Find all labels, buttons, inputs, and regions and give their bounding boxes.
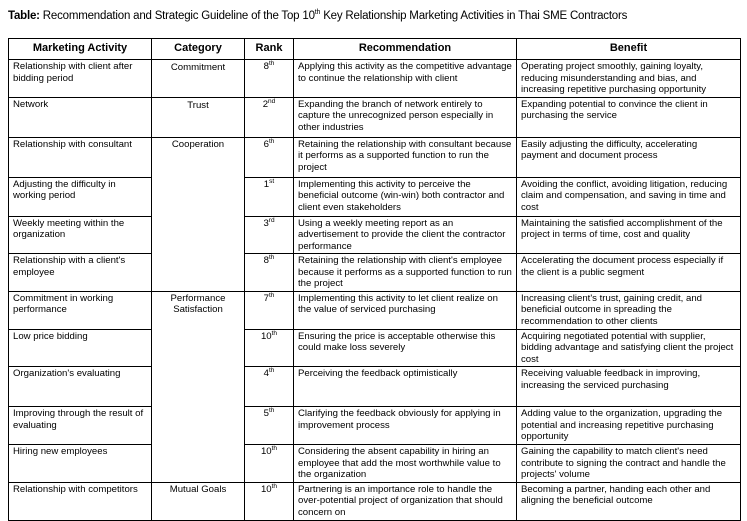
benefit-cell: Avoiding the conflict, avoiding litigation, reducing claim and compensation, and saving in time and cost xyxy=(517,177,741,216)
header-benefit: Benefit xyxy=(517,39,741,60)
benefit-cell: Expanding potential to convince the client in purchasing the service xyxy=(517,97,741,137)
header-recommendation: Recommendation xyxy=(294,39,517,60)
table-row xyxy=(9,367,741,407)
recommendation-cell: Partnering is an importance role to handle the over-potential project of organization that should concern on xyxy=(294,482,517,520)
category-cell-mutual-goals: Mutual Goals xyxy=(152,482,245,520)
activity-cell: Adjusting the difficulty in working period xyxy=(9,177,152,216)
table-caption xyxy=(8,10,627,22)
caption-sup: th xyxy=(314,9,321,17)
activity-cell: Relationship with client after bidding period xyxy=(9,60,152,98)
table-row xyxy=(9,216,741,254)
recommendation-cell: Expanding the branch of network entirely to capture the unrecognized person especially in other industries xyxy=(294,97,517,137)
activity-cell: Network xyxy=(9,97,152,137)
activity-cell: Relationship with competitors xyxy=(9,482,152,520)
rank-cell: 10th xyxy=(245,482,294,520)
caption-text-end: Key Relationship Marketing Activities in Thai SME Contractors xyxy=(320,10,628,22)
rank-cell: 8th xyxy=(245,60,294,98)
benefit-cell: Adding value to the organization, upgrading the potential and increasing repetitive purchasing opportunity xyxy=(517,407,741,445)
rank-cell: 3rd xyxy=(245,216,294,254)
recommendation-cell: Implementing this activity to let client realize on the value of serviced purchasing xyxy=(294,291,517,329)
table-row xyxy=(9,60,741,98)
table-row xyxy=(9,291,741,329)
recommendation-cell: Perceiving the feedback optimistically xyxy=(294,367,517,407)
rank-cell: 6th xyxy=(245,137,294,177)
benefit-cell: Acquiring negotiated potential with supplier, bidding advantage and satisfying client the project cost xyxy=(517,329,741,367)
recommendation-cell: Retaining the relationship with client's employee because it performs as a supported function to run the project xyxy=(294,254,517,292)
category-cell-commitment: Commitment xyxy=(152,60,245,98)
category-cell-cooperation: Cooperation xyxy=(152,137,245,291)
recommendation-cell: Using a weekly meeting report as an advertisement to provide the client the contractor performance xyxy=(294,216,517,254)
activity-cell: Hiring new employees xyxy=(9,445,152,483)
header-category: Category xyxy=(152,39,245,60)
table-row xyxy=(9,97,741,137)
activity-cell: Commitment in working performance xyxy=(9,291,152,329)
rank-cell: 10th xyxy=(245,329,294,367)
table-row xyxy=(9,177,741,216)
header-marketing-activity: Marketing Activity xyxy=(9,39,152,60)
activity-cell: Weekly meeting within the organization xyxy=(9,216,152,254)
category-cell-performance: Performance Satisfaction xyxy=(152,291,245,482)
table-row xyxy=(9,254,741,292)
rank-cell: 10th xyxy=(245,445,294,483)
table-row xyxy=(9,329,741,367)
table-row xyxy=(9,407,741,445)
benefit-cell: Increasing client's trust, gaining credit, and beneficial outcome in spreading the recommendation to other clients xyxy=(517,291,741,329)
rank-cell: 8th xyxy=(245,254,294,292)
caption-label: Table: xyxy=(8,10,40,22)
recommendation-cell: Implementing this activity to perceive the beneficial outcome (win-win) both contractor and client even stakeholders xyxy=(294,177,517,216)
rank-cell: 2nd xyxy=(245,97,294,137)
recommendation-cell: Ensuring the price is acceptable otherwise this could make loss severely xyxy=(294,329,517,367)
recommendation-cell: Applying this activity as the competitive advantage to continue the relationship with client xyxy=(294,60,517,98)
caption-text: Recommendation and Strategic Guideline of the Top 10 xyxy=(39,10,315,22)
recommendation-cell: Clarifying the feedback obviously for applying in improvement process xyxy=(294,407,517,445)
header-row xyxy=(9,39,741,60)
rank-cell: 7th xyxy=(245,291,294,329)
activity-cell: Relationship with a client's employee xyxy=(9,254,152,292)
benefit-cell: Operating project smoothly, gaining loyalty, reducing misunderstanding and bias, and increasing repetitive purchasing opportunity xyxy=(517,60,741,98)
rank-cell: 1st xyxy=(245,177,294,216)
activity-cell: Low price bidding xyxy=(9,329,152,367)
benefit-cell: Easily adjusting the difficulty, accelerating payment and document process xyxy=(517,137,741,177)
benefit-cell: Becoming a partner, handing each other and aligning the beneficial outcome xyxy=(517,482,741,520)
table-row xyxy=(9,482,741,520)
recommendation-cell: Considering the absent capability in hiring an employee that add the most worthwhile value to the organization xyxy=(294,445,517,483)
benefit-cell: Maintaining the satisfied accomplishment of the project in terms of time, cost and quality xyxy=(517,216,741,254)
rank-cell: 4th xyxy=(245,367,294,407)
marketing-activities-table xyxy=(8,38,741,521)
activity-cell: Relationship with consultant xyxy=(9,137,152,177)
benefit-cell: Gaining the capability to match client's need contribute to signing the contract and handle the projects' volume xyxy=(517,445,741,483)
rank-cell: 5th xyxy=(245,407,294,445)
header-rank: Rank xyxy=(245,39,294,60)
table-row xyxy=(9,445,741,483)
table-row xyxy=(9,137,741,177)
activity-cell: Improving through the result of evaluating xyxy=(9,407,152,445)
activity-cell: Organization's evaluating xyxy=(9,367,152,407)
benefit-cell: Accelerating the document process especially if the client is a public segment xyxy=(517,254,741,292)
recommendation-cell: Retaining the relationship with consultant because it performs as a supported function to run the project xyxy=(294,137,517,177)
benefit-cell: Receiving valuable feedback in improving, increasing the serviced purchasing xyxy=(517,367,741,407)
category-cell-trust: Trust xyxy=(152,97,245,137)
